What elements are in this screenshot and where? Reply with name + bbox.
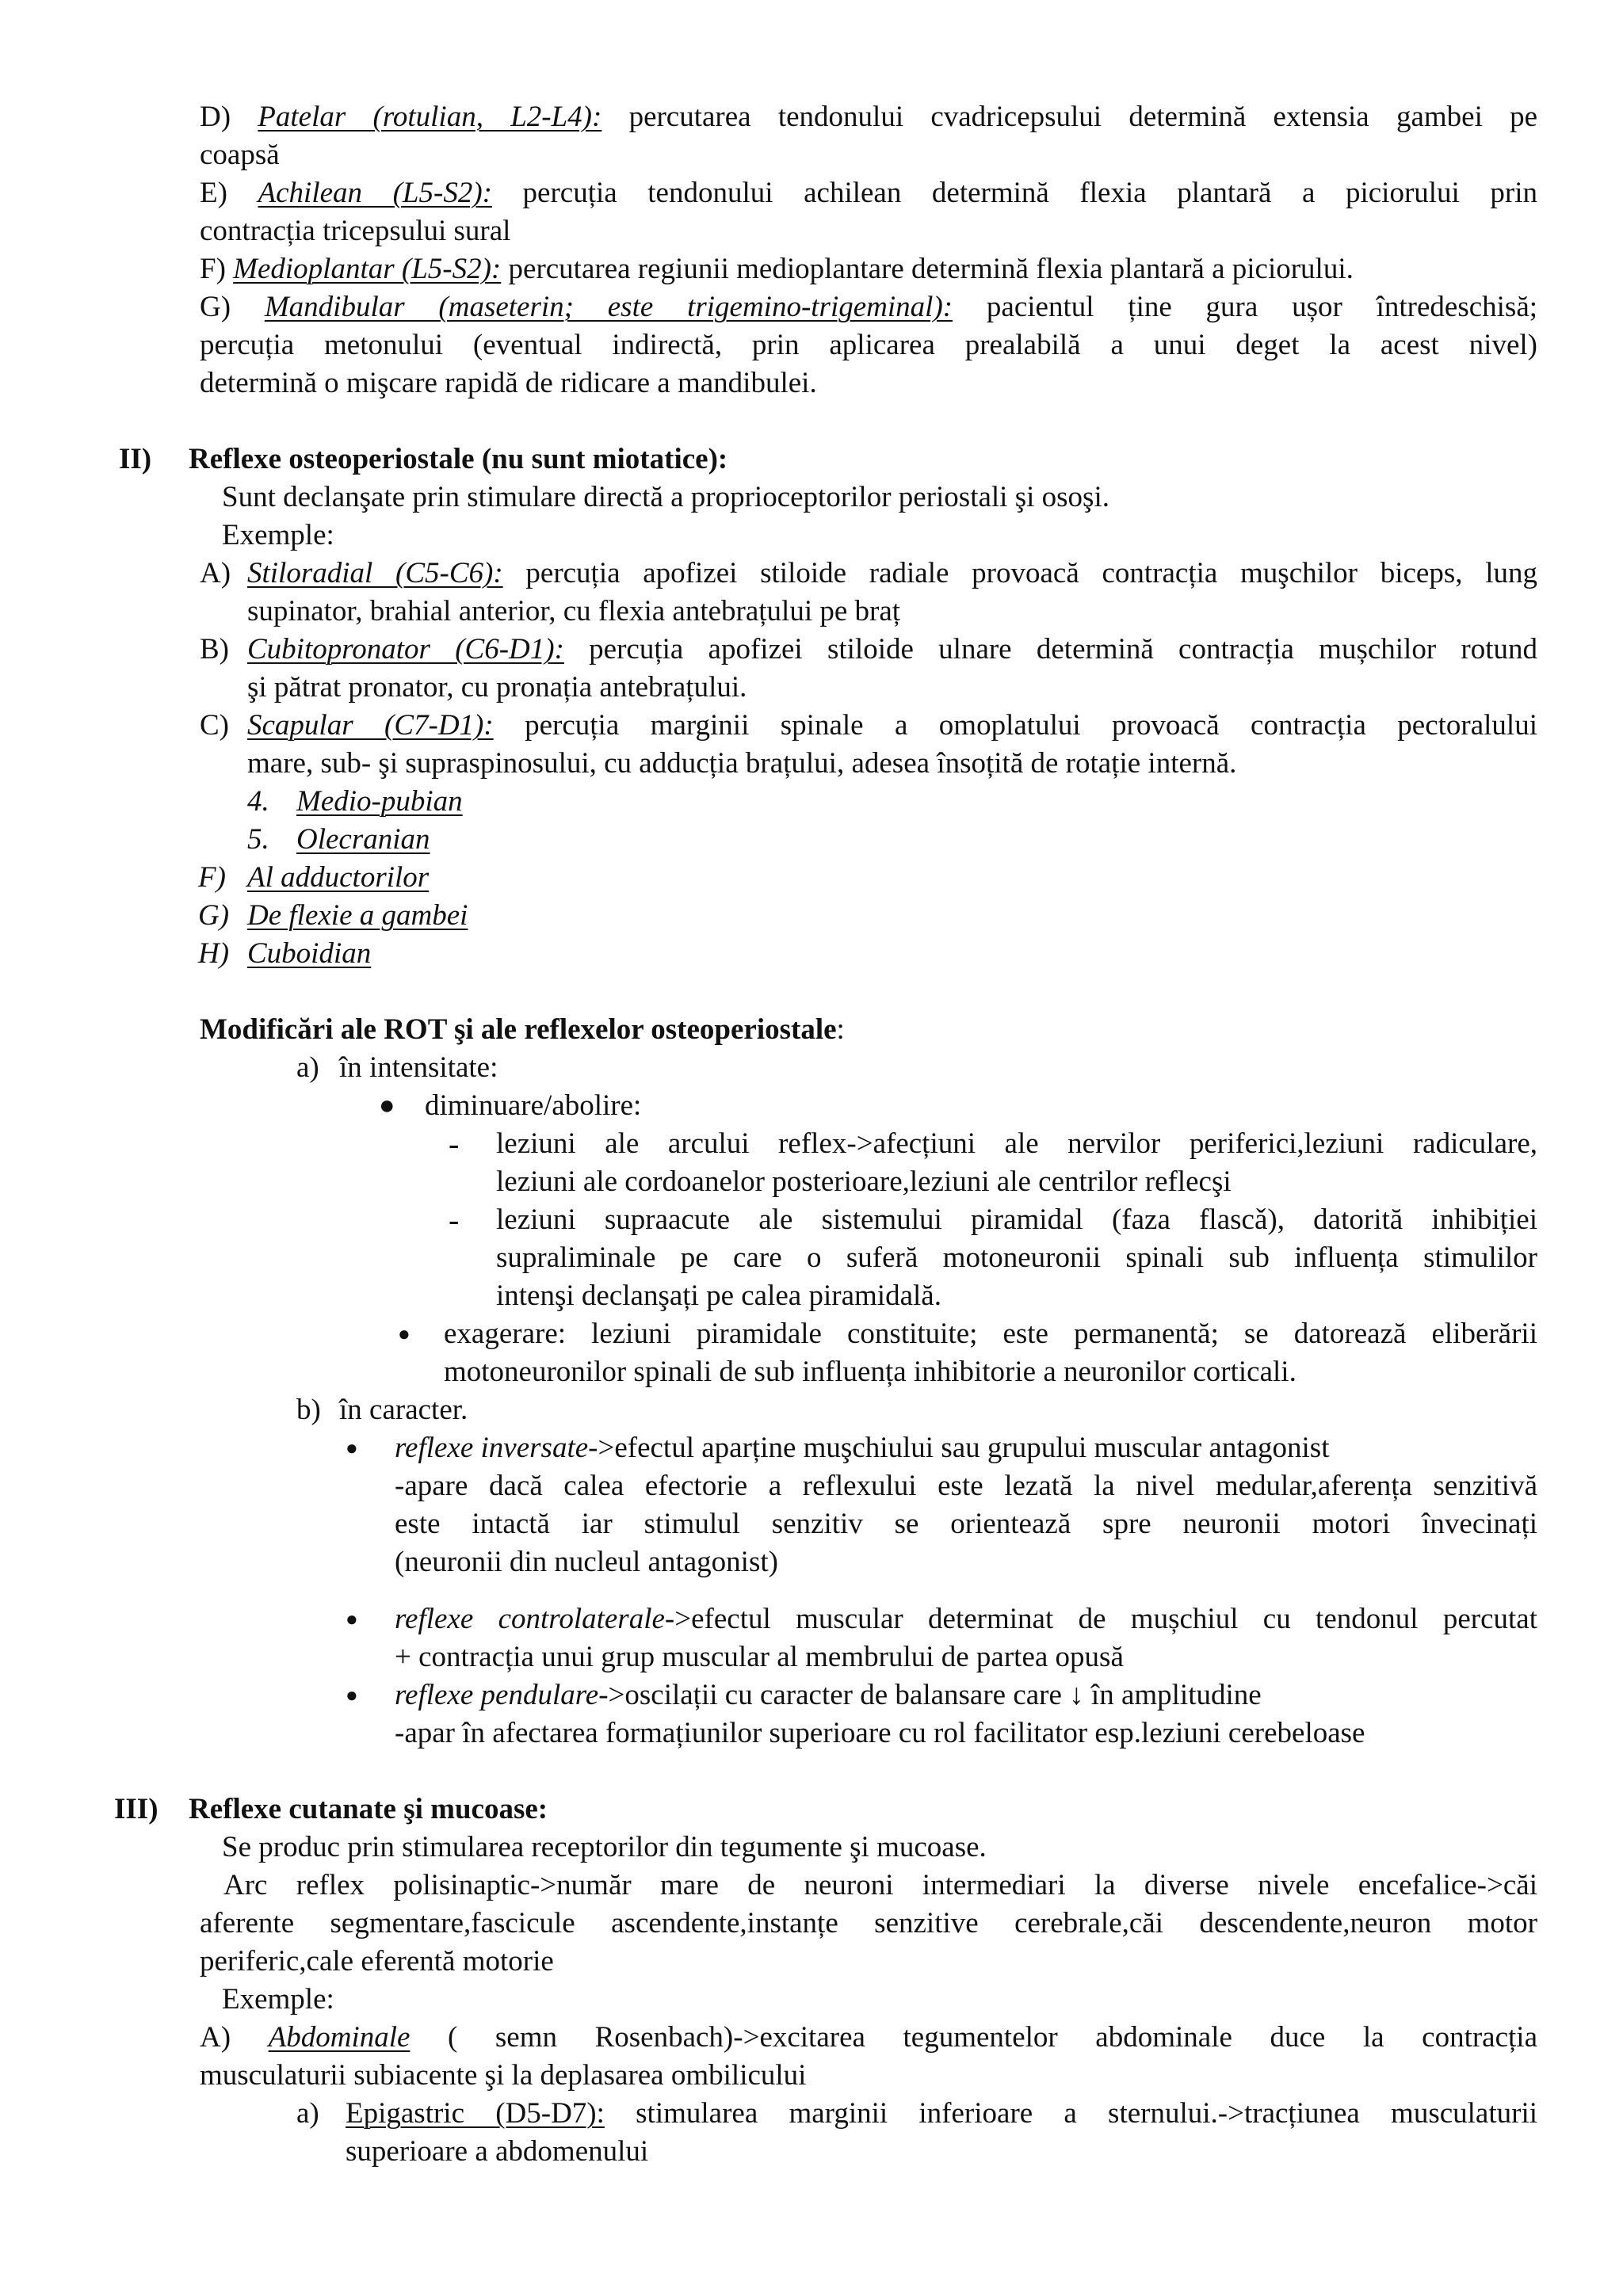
item-label: C) [200, 709, 229, 742]
bullet-text-line2: motoneuronilor spinali de sub influența inhibitorie a neuronilor corticali. [444, 1356, 1296, 1388]
reflex-f-line1 [200, 250, 1354, 288]
reflex-e-line2: contracția tricepsului sural [200, 215, 511, 247]
item-label: 4. [247, 785, 269, 818]
dash-text-line2: supraliminale pe care o suferă motoneuronii spinali sub influența stimulilor [496, 1241, 1537, 1274]
reflex-c-line1 [247, 707, 1537, 745]
reflex-title: Cubitopronator (C6-D1): [247, 633, 564, 666]
reflex-title: Medio-pubian [296, 785, 463, 818]
item-label: A) [200, 557, 231, 589]
term-text: ->efectul aparține muşchiului sau grupului muscular antagonist [588, 1432, 1330, 1464]
bullet-icon: ● [346, 1684, 358, 1707]
reflex-title: Stiloradial (C5-C6): [247, 557, 503, 589]
item-label: F) [198, 861, 226, 894]
reflex-text: percuția apofizei stiloide radiale provoacă contracția muşchilor biceps, lung [525, 557, 1537, 589]
bullet-text-line4: (neuronii din nucleul antagonist) [395, 1546, 778, 1578]
reflex-c-line2: mare, sub- şi supraspinosului, cu adducția brațului, adesea însoțită de rotație internă. [247, 747, 1237, 780]
paragraph-line1: Arc reflex polisinaptic->număr mare de neuroni intermediari la diverse nivele encefalice->căi [223, 1869, 1537, 1901]
reflex-epigastric-line2: superioare a abdomenului [346, 2135, 649, 2168]
item-label: H) [198, 937, 230, 970]
dash-text-line1: leziuni supraacute ale sistemului piramidal (faza flascǎ), datorită inhibiției [496, 1203, 1537, 1236]
reflex-epigastric-line1 [346, 2095, 1537, 2133]
paragraph-line2: aferente segmentare,fascicule ascendente,instanțe senzitive cerebrale,căi descendente,neuron motor [200, 1907, 1537, 1939]
reflex-abdominal-line2: musculaturii subiacente şi la deplasarea ombilicului [200, 2059, 807, 2092]
dash-icon: - [449, 1126, 460, 1161]
item-label: D) [200, 101, 231, 133]
reflex-title: Scapular (C7-D1): [247, 709, 494, 742]
reflex-d-line1 [200, 98, 1537, 136]
reflex-g-line2: percuția metonului (eventual indirectă, prin aplicarea prealabilă a unui deget la acest nivel) [200, 329, 1537, 361]
item-label: F) [200, 253, 226, 285]
bullet-text: diminuare/abolire: [425, 1089, 642, 1122]
reflex-text: percutarea tendonului cvadricepsului determină extensia gambei pe [628, 101, 1538, 133]
item-label: A) [200, 2021, 231, 2054]
list-label: a) [296, 2097, 319, 2130]
term-text: ->efectul muscular determinat de mușchiul cu tendonul percutat [664, 1603, 1537, 1635]
reflex-g-line3: determină o mişcare rapidă de ridicare a mandibulei. [200, 367, 817, 399]
reflex-text: percuția apofizei stiloide ulnare determină contracția mușchilor rotund [589, 633, 1537, 666]
reflex-g-line1 [200, 288, 1537, 326]
item-label: E) [200, 177, 227, 209]
dash-icon: - [449, 1202, 460, 1238]
reflex-text: ( semn Rosenbach)->excitarea tegumentelor abdominale duce la contracția [448, 2021, 1538, 2054]
bullet-icon: ● [398, 1322, 411, 1345]
section-intro: Se produc prin stimularea receptorilor din tegumente şi mucoase. [222, 1831, 987, 1863]
bullet-text-line1: exagerare: leziuni piramidale constituite; este permanentă; se datorează eliberării [444, 1318, 1537, 1350]
bullet-icon: ● [346, 1608, 358, 1630]
reflex-title: Patelar (rotulian, L2-L4): [258, 101, 602, 133]
section-heading: Reflexe cutanate şi mucoase: [189, 1793, 548, 1825]
list-label: a) [296, 1051, 319, 1084]
reflex-a-line1 [247, 555, 1537, 593]
reflex-title: Abdominale [268, 2021, 411, 2054]
bullet-text-line1 [395, 1600, 1537, 1638]
item-label: B) [200, 633, 229, 666]
heading-colon: : [836, 1013, 845, 1046]
reflex-text: stimularea marginii inferioare a sternului.->tracțiunea musculaturii [636, 2097, 1538, 2130]
reflex-title: Cuboidian [247, 937, 372, 970]
item-label: G) [200, 291, 231, 323]
item-label: G) [198, 899, 230, 932]
bullet-text-line1 [395, 1676, 1262, 1714]
heading-text: Modificări ale ROT şi ale reflexelor osteoperiostale [200, 1013, 837, 1046]
reflex-title: Olecranian [296, 823, 430, 856]
reflex-title: Achilean (L5-S2): [258, 177, 492, 209]
bullet-text-line1 [395, 1429, 1330, 1467]
reflex-text: percuția marginii spinale a omoplatului provoacă contracția pectoralului [525, 709, 1537, 742]
section-number: III) [114, 1793, 158, 1825]
reflex-title: Epigastric (D5-D7): [346, 2097, 605, 2130]
reflex-a-line2: supinator, brahial anterior, cu flexia antebrațului pe braț [247, 595, 901, 627]
dash-text-line2: leziuni ale cordoanelor posterioare,leziuni ale centrilor reflecşi [496, 1165, 1232, 1198]
reflex-abdominal-line1 [200, 2019, 1537, 2057]
list-text: în caracter. [339, 1394, 468, 1426]
bullet-text-line2: + contracția unui grup muscular al membrului de partea opusă [395, 1641, 1124, 1673]
reflex-b-line1 [247, 631, 1537, 669]
section-number: II) [119, 443, 152, 475]
term: reflexe controlaterale [395, 1603, 665, 1635]
examples-label: Exemple: [222, 1983, 334, 2016]
list-label: b) [296, 1394, 321, 1426]
examples-label: Exemple: [222, 519, 334, 551]
bullet-text-line2: -apar în afectarea formațiunilor superioare cu rol facilitator esp.leziuni cerebeloase [395, 1717, 1365, 1749]
item-label: 5. [247, 823, 269, 856]
reflex-text: pacientul ține gura ușor întredeschisă; [986, 291, 1538, 323]
term: reflexe pendulare [395, 1679, 599, 1711]
reflex-title: Al adductorilor [247, 861, 430, 894]
reflex-title: Mandibular (maseterin; este trigemino-trigeminal): [264, 291, 953, 323]
list-text: în intensitate: [339, 1051, 498, 1084]
reflex-b-line2: şi pătrat pronator, cu pronația antebrațului. [247, 671, 747, 704]
term: reflexe inversate [395, 1432, 589, 1464]
bullet-text-line3: este intactă iar stimulul senzitiv se orientează spre neuronii motori învecinați [395, 1508, 1537, 1540]
section-heading: Reflexe osteoperiostale (nu sunt miotatice): [189, 443, 728, 475]
dash-text-line3: intenşi declanşați pe calea piramidală. [496, 1280, 941, 1312]
bullet-icon: ● [379, 1091, 395, 1120]
reflex-e-line1 [200, 174, 1537, 212]
dash-text-line1: leziuni ale arcului reflex->afecțiuni ale nervilor periferici,leziuni radiculare, [496, 1127, 1537, 1160]
paragraph-line3: periferic,cale eferentă motorie [200, 1945, 554, 1978]
bullet-icon: ● [346, 1436, 358, 1459]
reflex-d-line2: coapsă [200, 139, 280, 171]
reflex-title: Medioplantar (L5-S2): [233, 253, 502, 285]
reflex-text: percutarea regiunii medioplantare determină flexia plantară a piciorului. [508, 253, 1354, 285]
term-text: ->oscilații cu caracter de balansare care ↓ în amplitudine [598, 1679, 1262, 1711]
modifications-heading [200, 1011, 845, 1049]
reflex-text: percuția tendonului achilean determină flexia plantară a piciorului prin [522, 177, 1537, 209]
bullet-text-line2: -apare dacă calea efectorie a reflexului este lezată la nivel medular,aferența senzitivă [395, 1470, 1537, 1502]
reflex-title: De flexie a gambei [247, 899, 468, 932]
section-intro: Sunt declanşate prin stimulare directă a proprioceptorilor periostali şi osoşi. [222, 481, 1109, 513]
